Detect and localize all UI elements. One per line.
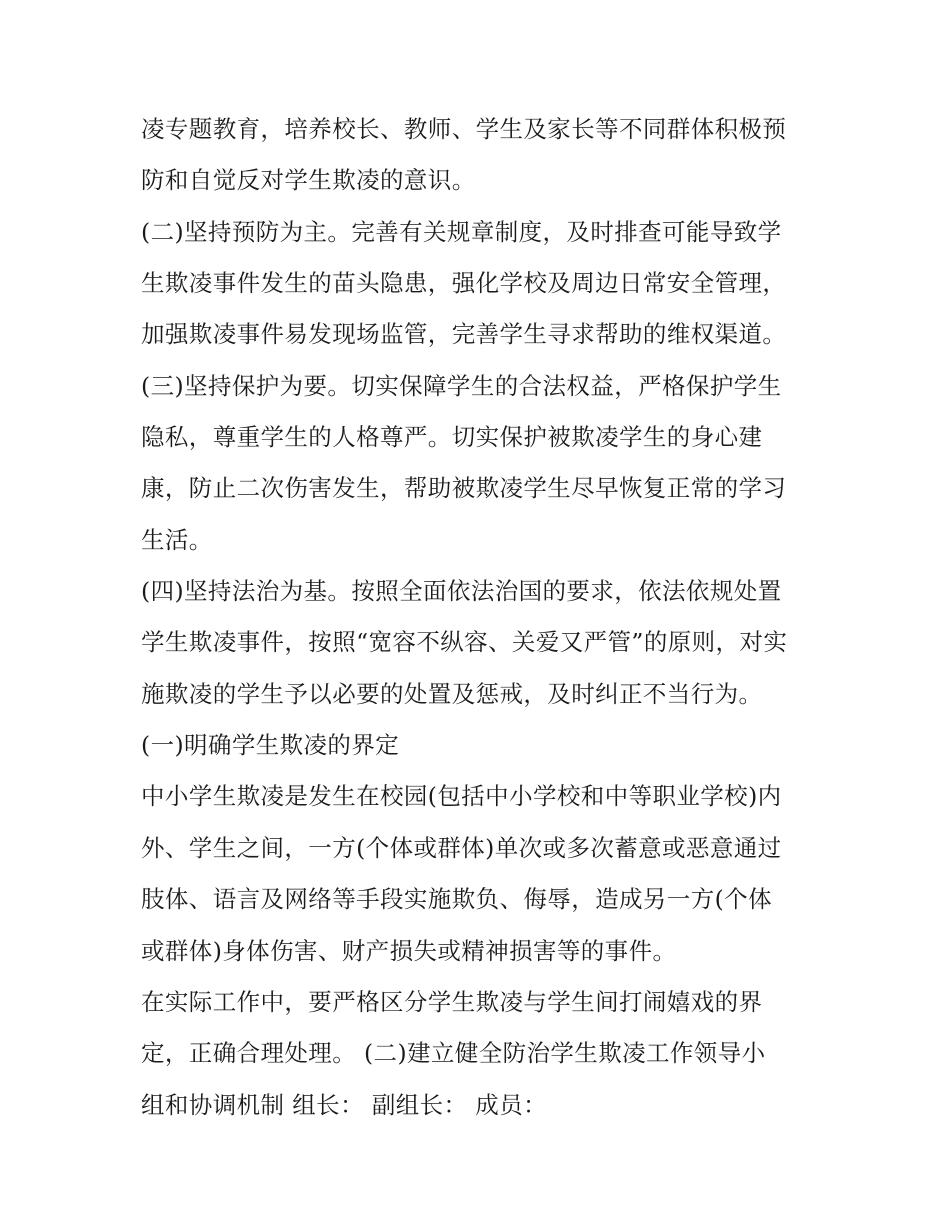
text-line: 凌专题教育，培养校长、教师、学生及家长等不同群体积极预: [141, 115, 787, 143]
text-line: 康，防止二次伤害发生，帮助被欺凌学生尽早恢复正常的学习: [141, 474, 787, 503]
text-line: 外、学生之间，一方(个体或群体)单次或多次蓄意或恶意通过: [141, 833, 782, 862]
text-line: 生欺凌事件发生的苗头隐患，强化学校及周边日常安全管理，: [141, 269, 787, 298]
text-line: 学生欺凌事件，按照“宽容不纵容、关爱又严管”的原则，对实: [141, 628, 788, 657]
text-line: 或群体)身体伤害、财产损失或精神损害等的事件。: [141, 936, 677, 965]
text-line: 肢体、语言及网络等手段实施欺负、侮辱，造成另一方(个体: [141, 885, 772, 914]
text-line: 在实际工作中，要严格区分学生欺凌与学生间打闹嬉戏的界: [141, 987, 763, 1016]
text-line: 中小学生欺凌是发生在校园(包括中小学校和中等职业学校)内: [141, 782, 782, 811]
text-line: 隐私，尊重学生的人格尊严。切实保护被欺凌学生的身心建: [141, 423, 763, 452]
section-heading: (一)明确学生欺凌的界定: [141, 731, 400, 760]
text-line: 防和自觉反对学生欺凌的意识。: [141, 166, 476, 195]
text-line: 生活。: [141, 525, 213, 554]
text-line: 加强欺凌事件易发现场监管，完善学生寻求帮助的维权渠道。: [141, 320, 787, 349]
text-line: 组和协调机制 组长： 副组长： 成员：: [141, 1090, 548, 1119]
text-line: 定，正确合理处理。 (二)建立健全防治学生欺凌工作领导小: [141, 1039, 766, 1068]
text-line: 施欺凌的学生予以必要的处置及惩戒，及时纠正不当行为。: [141, 679, 763, 708]
text-line: (三)坚持保护为要。切实保障学生的合法权益，严格保护学生: [141, 371, 782, 400]
text-line: (四)坚持法治为基。按照全面依法治国的要求，依法依规处置: [141, 577, 782, 606]
document-body: [141, 109, 821, 1136]
text-line: (二)坚持预防为主。完善有关规章制度，及时排查可能导致学: [141, 217, 782, 246]
